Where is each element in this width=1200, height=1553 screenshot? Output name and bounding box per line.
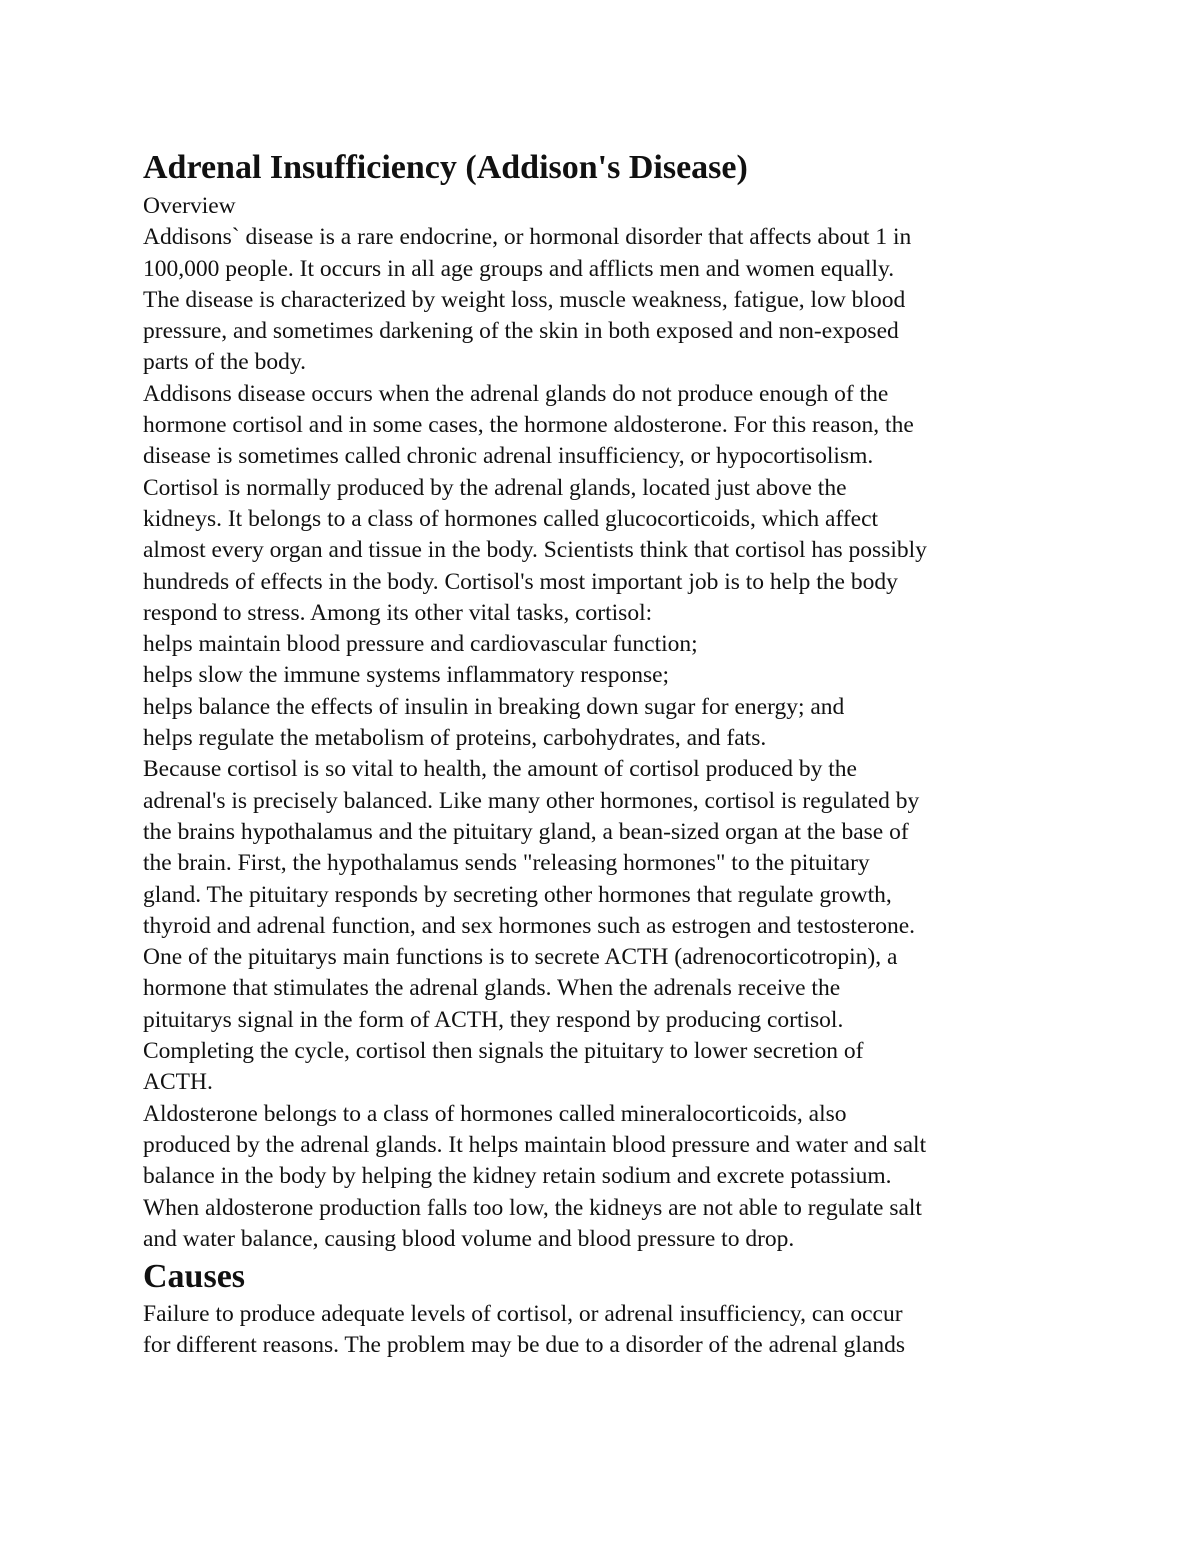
- text-line: helps maintain blood pressure and cardiovascular function;: [143, 631, 698, 658]
- causes-section: [143, 1299, 1073, 1362]
- overview-section: [143, 191, 1073, 1255]
- text-line: pituitarys signal in the form of ACTH, they respond by producing cortisol.: [143, 1006, 844, 1033]
- text-line: Completing the cycle, cortisol then signals the pituitary to lower secretion of: [143, 1038, 864, 1065]
- document-title: Adrenal Insufficiency (Addison's Disease): [143, 149, 748, 186]
- text-line: for different reasons. The problem may be due to a disorder of the adrenal glands: [143, 1332, 905, 1359]
- text-line: respond to stress. Among its other vital tasks, cortisol:: [143, 599, 653, 626]
- document-page: [143, 145, 1073, 1362]
- text-line: kidneys. It belongs to a class of hormones called glucocorticoids, which affect: [143, 505, 879, 532]
- text-line: helps balance the effects of insulin in breaking down sugar for energy; and: [143, 693, 845, 720]
- text-line: the brain. First, the hypothalamus sends "releasing hormones" to the pituitary: [143, 850, 870, 877]
- text-line: hormone cortisol and in some cases, the hormone aldosterone. For this reason, the: [143, 412, 914, 439]
- text-line: helps slow the immune systems inflammatory response;: [143, 662, 670, 689]
- text-line: Aldosterone belongs to a class of hormones called mineralocorticoids, also: [143, 1100, 847, 1127]
- text-line: The disease is characterized by weight loss, muscle weakness, fatigue, low blood: [143, 286, 906, 313]
- text-line: Addisons disease occurs when the adrenal glands do not produce enough of the: [143, 380, 889, 407]
- text-line: Overview: [143, 193, 236, 219]
- text-line: disease is sometimes called chronic adrenal insufficiency, or hypocortisolism.: [143, 443, 874, 470]
- text-line: hundreds of effects in the body. Cortisol's most important job is to help the body: [143, 568, 898, 595]
- text-line: hormone that stimulates the adrenal glands. When the adrenals receive the: [143, 975, 841, 1002]
- text-line: Cortisol is normally produced by the adrenal glands, located just above the: [143, 474, 847, 501]
- text-line: pressure, and sometimes darkening of the skin in both exposed and non-exposed: [143, 318, 899, 345]
- text-line: the brains hypothalamus and the pituitary gland, a bean-sized organ at the base of: [143, 818, 909, 845]
- text-line: Failure to produce adequate levels of cortisol, or adrenal insufficiency, can occur: [143, 1301, 903, 1328]
- text-line: produced by the adrenal glands. It helps maintain blood pressure and water and salt: [143, 1131, 927, 1158]
- text-line: Addisons` disease is a rare endocrine, or hormonal disorder that affects about 1 in: [143, 224, 912, 251]
- text-line: balance in the body by helping the kidney retain sodium and excrete potassium.: [143, 1163, 892, 1190]
- text-line: helps regulate the metabolism of proteins, carbohydrates, and fats.: [143, 725, 767, 752]
- text-line: 100,000 people. It occurs in all age groups and afflicts men and women equally.: [143, 255, 895, 282]
- text-line: thyroid and adrenal function, and sex hormones such as estrogen and testosterone.: [143, 912, 916, 939]
- text-line: gland. The pituitary responds by secreting other hormones that regulate growth,: [143, 881, 892, 908]
- causes-heading: Causes: [143, 1258, 246, 1296]
- text-line: almost every organ and tissue in the body. Scientists think that cortisol has possibly: [143, 537, 927, 564]
- text-line: adrenal's is precisely balanced. Like many other hormones, cortisol is regulated by: [143, 787, 920, 814]
- text-line: and water balance, causing blood volume and blood pressure to drop.: [143, 1225, 795, 1252]
- text-line: When aldosterone production falls too low, the kidneys are not able to regulate salt: [143, 1194, 922, 1221]
- text-line: parts of the body.: [143, 349, 306, 376]
- text-line: Because cortisol is so vital to health, the amount of cortisol produced by the: [143, 756, 857, 783]
- text-line: One of the pituitarys main functions is to secrete ACTH (adrenocorticotropin), a: [143, 944, 898, 971]
- text-line: ACTH.: [143, 1069, 213, 1096]
